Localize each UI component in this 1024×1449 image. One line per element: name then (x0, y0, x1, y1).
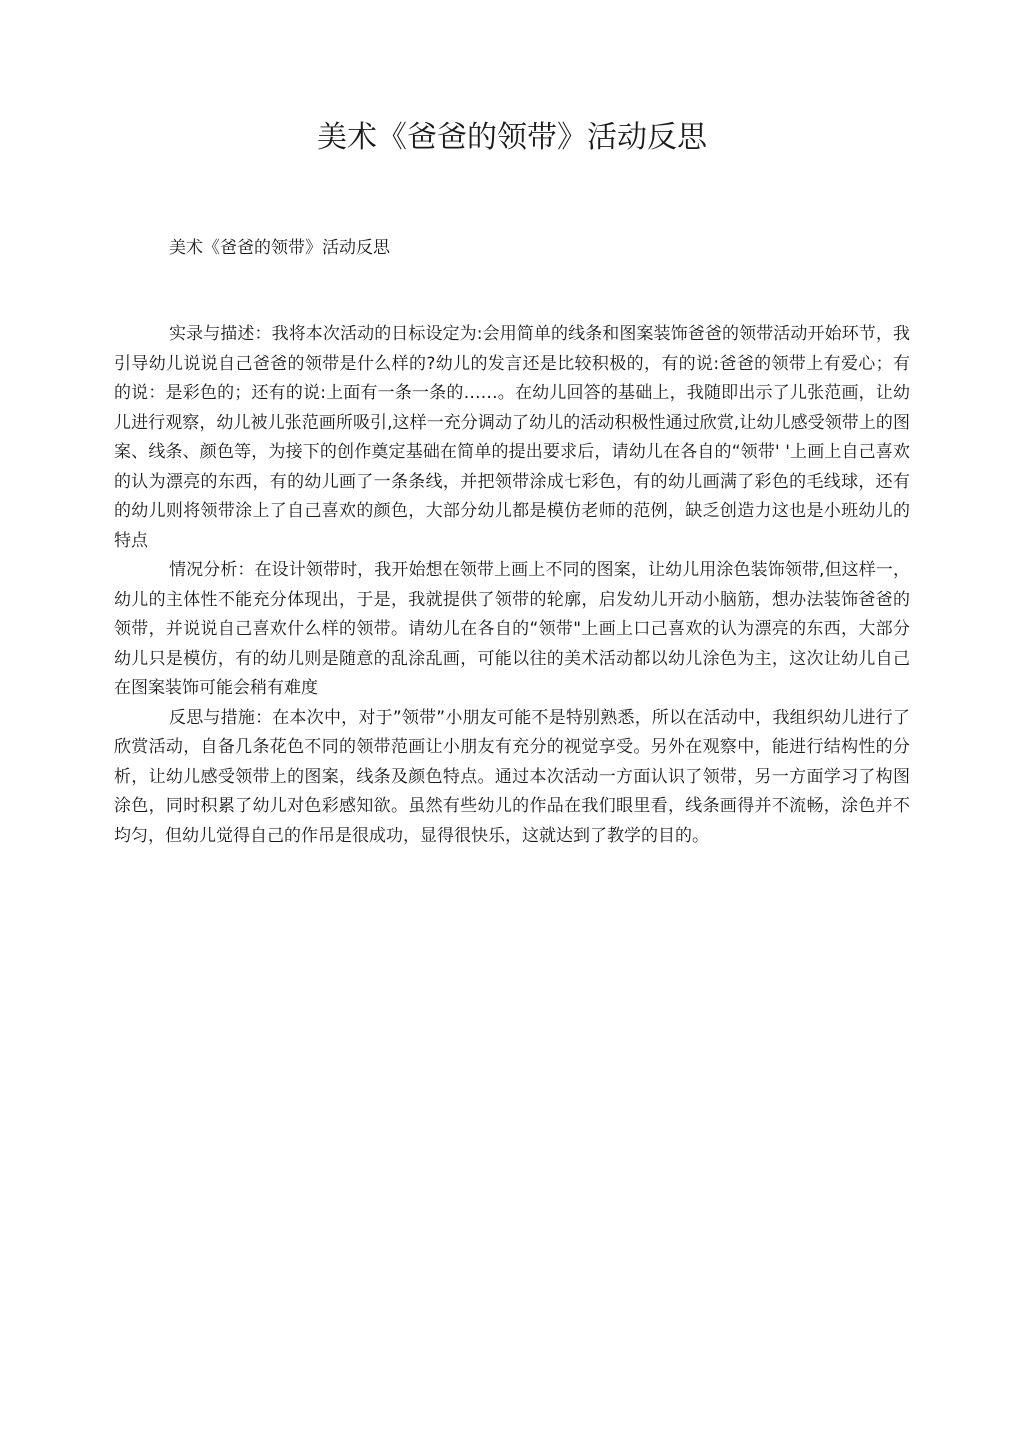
paragraph-situation-analysis: 情况分析：在设计领带时，我开始想在领带上画上不同的图案，让幼儿用涂色装饰领带,但这样一，幼儿的主体性不能充分体现出，于是，我就提供了领带的轮廓，启发幼儿开动小脑筋，想办法装饰爸爸的领带，并说说自己喜欢什么样的领带。请幼儿在各自的“领带"上画上口己喜欢的认为漂亮的东西，大部分幼儿只是模仿，有的幼儿则是随意的乱涂乱画，可能以往的美术活动都以幼儿涂色为主，这次让幼儿自己在图案装饰可能会稍有难度 (114, 560, 910, 698)
paragraph-reflection-measures: 反思与措施：在本次中，对于”领带”小朋友可能不是特别熟悉，所以在活动中，我组织幼儿进行了欣赏活动，自备几条花色不同的领带范画让小朋友有充分的视觉享受。另外在观察中，能进行结构性的分析，让幼儿感受领带上的图案，线条及颜色特点。通过本次活动一方面认识了领带，另一方面学习了构图涂色，同时积累了幼儿对色彩感知欲。虽然有些幼儿的作品在我们眼里看，线条画得并不流畅，涂色并不均匀，但幼儿觉得自己的作吊是很成功，显得很快乐，这就达到了教学的目的。 (114, 707, 910, 846)
document-title: 美术《爸爸的领带》活动反思 (317, 120, 707, 155)
document-body (114, 320, 910, 851)
paragraph-record-description: 实录与描述：我将本次活动的日标设定为:会用简单的线条和图案装饰爸爸的领带活动开始环节，我引导幼儿说说自己爸爸的领带是什么样的?幼儿的发言还是比较积极的，有的说:爸爸的领带上有爱心；有的说：是彩色的；还有的说:上面有一条一条的……。在幼儿回答的基础上，我随即出示了儿张范画，让幼儿进行观察，幼儿被儿张范画所吸引,这样一充分调动了幼儿的活动积极性通过欣赏,让幼儿感受领带上的图案、线条、颜色等，为接下的创作奠定基础在简单的提出要求后，请幼儿在各自的“领带' '上画上自己喜欢的认为漂亮的东西，有的幼儿画了一条条线，并把领带涂成七彩色，有的幼儿画满了彩色的毛线球，还有的幼儿则将领带涂上了自己喜欢的颜色，大部分幼儿都是模仿老师的范例，缺乏创造力这也是小班幼儿的特点 (114, 324, 910, 551)
document-subtitle: 美术《爸爸的领带》活动反思 (169, 238, 390, 258)
